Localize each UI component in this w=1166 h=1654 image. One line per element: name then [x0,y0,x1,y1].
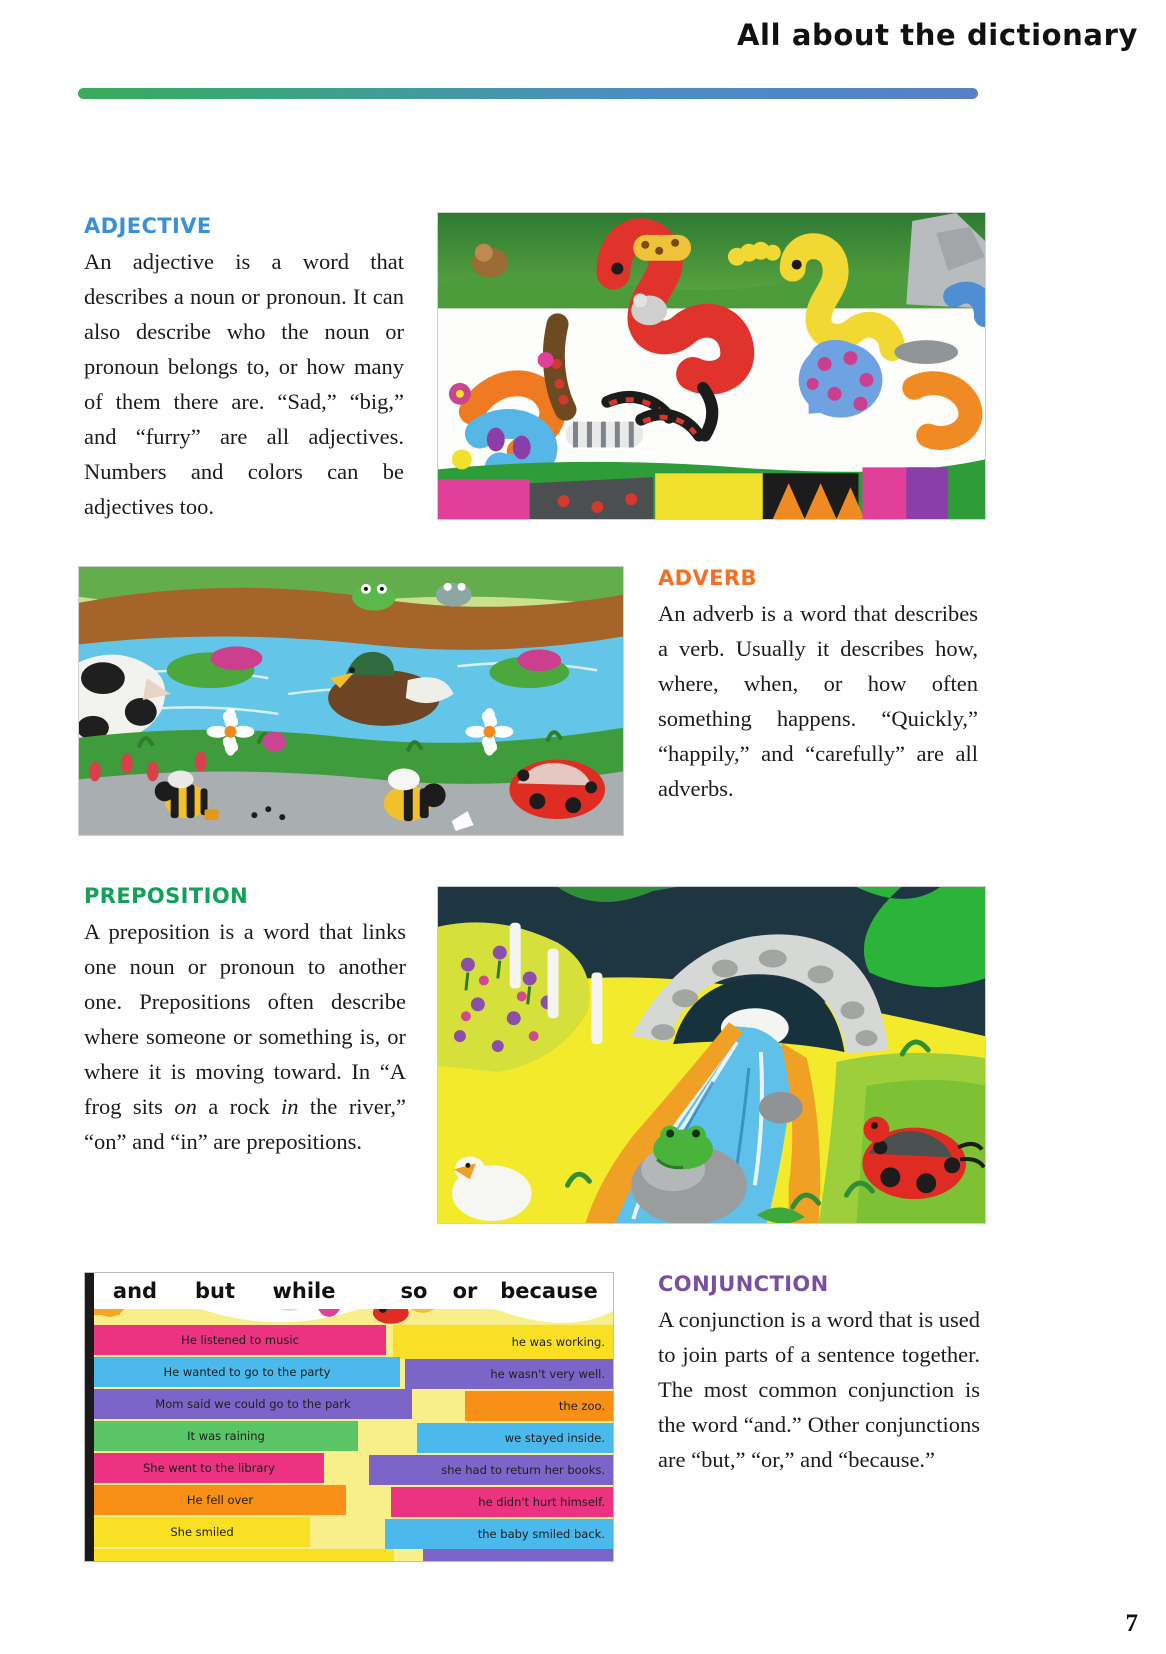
body-adjective: An adjective is a word that describes a noun or pronoun. It can also describe who the noun or pronoun belongs to, or how many of them there are. “Sad,” “big,” and “furry” are all adjectives. Numbers and colors can be adjectives too. [84,249,404,519]
page-title: All about the dictionary [737,18,1138,52]
left-clause-bar: He listened to music [94,1325,386,1355]
conjunction-chart [84,1272,614,1562]
left-clause-bar: She went to the library [94,1453,324,1483]
conjunction-word-while: while [272,1279,336,1303]
right-clause-bar: she had to return her books. [369,1455,613,1485]
conjunction-word-but: but [194,1279,236,1303]
right-clause-bar: he didn't hurt himself. [391,1487,613,1517]
right-clause-bar: the baby smiled back. [385,1519,613,1549]
conjunction-word-and: and [112,1279,158,1303]
heading-adverb: ADVERB [658,566,757,590]
chart-bottom-filler [94,1549,394,1562]
snakes-illustration [438,213,985,519]
right-clause-bar: he was working. [393,1325,613,1359]
right-clause-bar: we stayed inside. [417,1423,613,1453]
prep-text-post: the river,” “on” and “in” are prepositions. [84,1094,406,1154]
conjunction-word-because: because [500,1279,598,1303]
prep-text-mid: a rock [196,1094,281,1119]
left-clause-bar: It was raining [94,1421,358,1451]
heading-conjunction: CONJUNCTION [658,1272,829,1296]
header-gradient-rule [78,88,978,99]
pond-illustration [79,567,623,835]
prep-emphasis-on: on [174,1094,197,1119]
conjunction-word-so: so [400,1279,428,1303]
right-clause-bar: the zoo. [465,1391,613,1421]
page-number: 7 [1125,1610,1138,1637]
section-adjective [84,214,404,524]
figure-adjective-snakes [437,212,986,520]
heading-adjective: ADJECTIVE [84,214,212,238]
chart-clause-rows [94,1309,613,1561]
conjunction-word-or: or [452,1279,478,1303]
figure-preposition-river [437,886,986,1224]
body-adverb: An adverb is a word that describes a verb. Usually it describes how, where, when, or how often something happens. “Quickly,” “happily,” and “carefully” are all adverbs. [658,601,978,801]
prep-emphasis-in: in [281,1094,299,1119]
section-conjunction [658,1272,980,1477]
body-preposition [84,914,406,1159]
left-clause-bar: He fell over [94,1485,346,1515]
left-clause-bar: He wanted to go to the party [94,1357,400,1387]
river-bridge-illustration [438,887,985,1223]
figure-conjunction-chart [84,1272,614,1562]
section-preposition [84,884,406,1159]
section-adverb [658,566,978,806]
chart-bottom-filler [423,1549,613,1562]
left-clause-bar: She smiled [94,1517,310,1547]
heading-preposition: PREPOSITION [84,884,249,908]
figure-adverb-pond [78,566,624,836]
body-conjunction: A conjunction is a word that is used to join parts of a sentence together. The most common conjunction is the word “and.” Other conjunctions are “but,” “or,” and “because.” [658,1307,980,1472]
left-clause-bar: Mom said we could go to the park [94,1389,412,1419]
chart-header-row [94,1273,613,1309]
chart-spine [85,1273,94,1561]
prep-text-pre: A preposition is a word that links one noun or pronoun to another one. Prepositions often describe where someone or something is, or where it is moving toward. In “A frog sits [84,919,406,1119]
right-clause-bar: he wasn't very well. [405,1359,613,1389]
